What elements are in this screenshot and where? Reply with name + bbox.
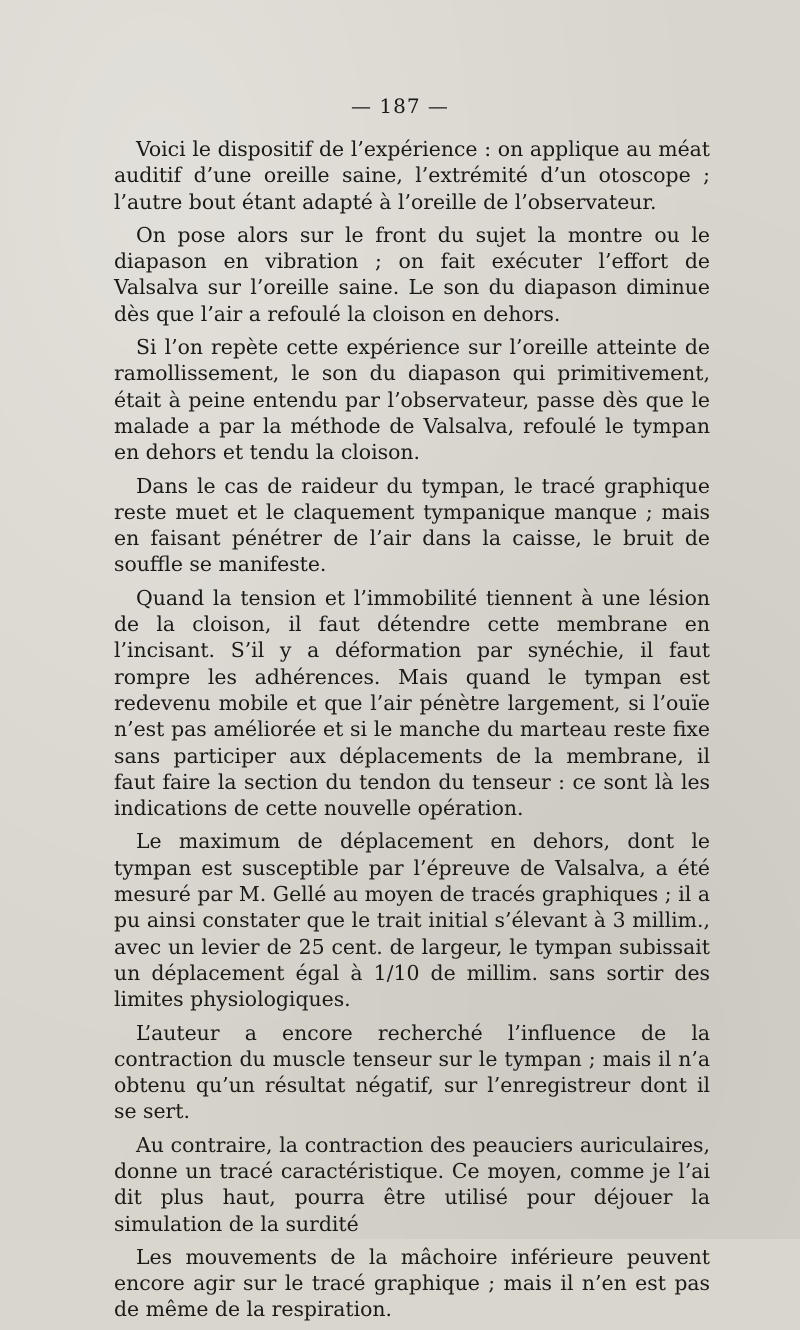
paragraph-8: Au contraire, la contraction des peauciers auriculaires, donne un tracé caractéristique. Ce moyen, comme je l’ai dit plus haut, pourra être utilisé pour déjouer la simulation de la surdité (114, 1132, 710, 1236)
paragraph-6: Le maximum de déplacement en dehors, dont le tympan est susceptible par l’épreuve de Valsalva, a été mesuré par M. Gellé au moyen de tracés graphiques ; il a pu ainsi constater que le trait initial s’élevant à 3 millim., avec un levier de 25 cent. de largeur, le tympan subissait un déplacement égal à 1/10 de millim. sans sortir des limites physiologiques. (114, 829, 710, 1012)
paragraph-3: Si l’on repète cette expérience sur l’oreille atteinte de ramollissement, le son du diapason qui primitivement, était à peine entendu par l’observateur, passe dès que le malade a par la méthode de Valsalva, refoulé le tympan en dehors et tendu la cloison. (114, 335, 710, 465)
paragraph-2: On pose alors sur le front du sujet la montre ou le diapason en vibration ; on fait exécuter l’effort de Valsalva sur l’oreille saine. Le son du diapason diminue dès que l’air a refoulé la cloison en dehors. (114, 222, 710, 326)
paragraph-4: Dans le cas de raideur du tympan, le tracé graphique reste muet et le claquement tympanique manque ; mais en faisant pénétrer de l’air dans la caisse, le bruit de souffle se manifeste. (114, 473, 710, 577)
paragraph-5: Quand la tension et l’immobilité tiennent à une lésion de la cloison, il faut détendre cette membrane en l’incisant. S’il y a déformation par synéchie, il faut rompre les adhérences. Mais quand le tympan est redevenu mobile et que l’air pénètre largement, si l’ouïe n’est pas améliorée et si le manche du marteau reste fixe sans participer aux déplacements de la membrane, il faut faire la section du tendon du tenseur : ce sont là les indications de cette nouvelle opération. (114, 585, 710, 821)
paragraph-9: Les mouvements de la mâchoire inférieure peuvent encore agir sur le tracé graphique ; mais il n’en est pas de même de la respiration. (114, 1244, 710, 1322)
page-number: — 187 — (351, 94, 449, 118)
body-text (114, 136, 710, 1330)
paragraph-1: Voici le dispositif de l’expérience : on applique au méat auditif d’une oreille saine, l’extrémité d’un otoscope ; l’autre bout étant adapté à l’oreille de l’observateur. (114, 137, 710, 214)
paragraph-7: L’auteur a encore recherché l’influence de la contraction du muscle tenseur sur le tympan ; mais il n’a obtenu qu’un résultat négatif, sur l’enregistreur dont il se sert. (114, 1020, 710, 1124)
